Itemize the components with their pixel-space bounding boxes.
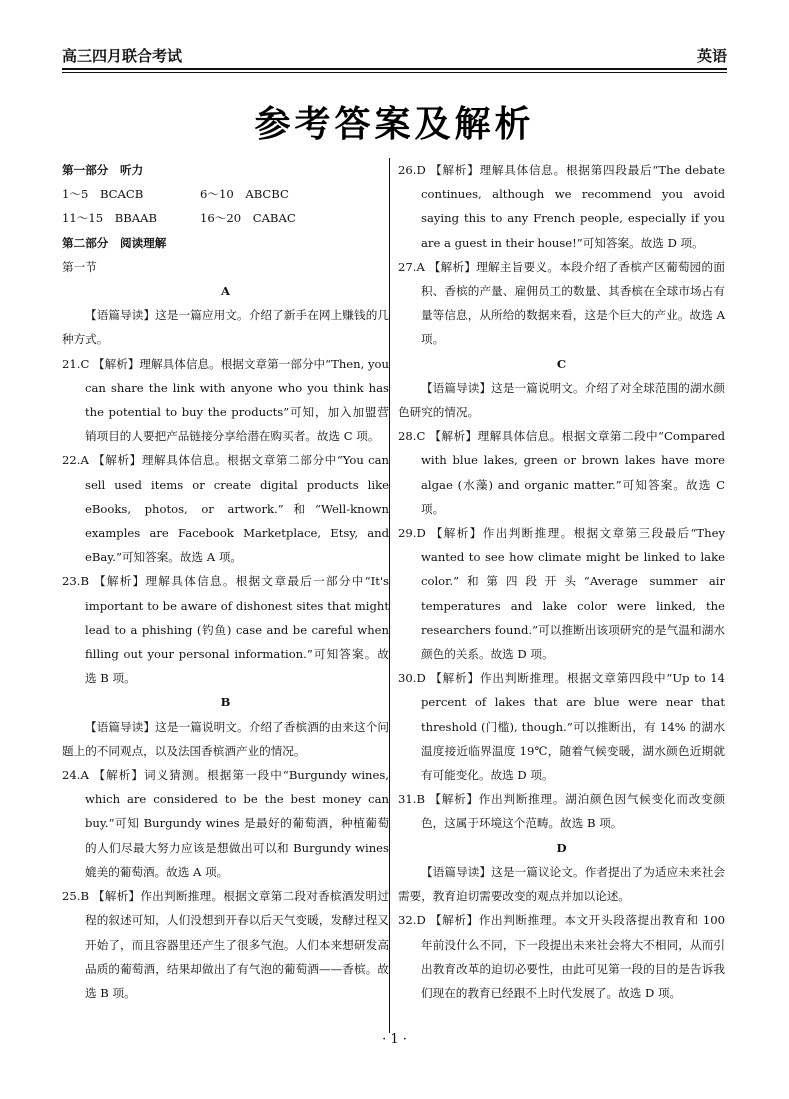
answer-key-row	[62, 182, 389, 206]
answer-explanation: 26.D 【解析】理解具体信息。根据第四段最后“The debate continues, although we recommend you avoid saying this to any French people, especially if you are a guest in their house!”可知答案。故选 D 项。	[398, 163, 725, 250]
answer-range: 11～15 BBAAB	[62, 211, 157, 226]
right-column	[398, 158, 725, 1005]
answer-explanation: 30.D 【解析】作出判断推理。根据文章第四段中“Up to 14 percent of lakes that are blue were near that threshold (门槛), though.”可以推断出，有 14% 的湖水温度接近临界温度 19℃，随着气候变暖，湖水颜色近期就有可能变化。故选 D 项。	[398, 671, 725, 783]
answer-explanation: 25.B 【解析】作出判断推理。根据文章第二段对香槟酒发明过程的叙述可知，人们没想到开春以后天气变暖，发酵过程又开始了，而且容器里还产生了很多气泡。人们本来想研发高品质的葡萄酒，结果却做出了有气泡的葡萄酒——香槟。故选 B 项。	[62, 889, 389, 1000]
answer-explanation: 27.A 【解析】理解主旨要义。本段介绍了香槟产区葡萄园的面积、香槟的产量、雇佣员工的数量、其香槟在全球市场占有量等信息，从所给的数据来看，这是个巨大的产业。故选 A 项。	[398, 259, 725, 347]
page-header	[62, 44, 727, 66]
answer-key-row	[62, 206, 389, 230]
page-title: 参考答案及解析	[254, 104, 535, 145]
passage-letter: A	[221, 284, 230, 299]
passage-intro: 【语篇导读】这是一篇说明文。介绍了对全球范围的湖水颜色研究的情况。	[398, 380, 725, 420]
left-column	[62, 158, 389, 1005]
answer-explanation: 23.B 【解析】理解具体信息。根据文章最后一部分中“It's important to be aware of dishonest sites that might lead to a phishing (钓鱼) case and be careful when filling out your personal information.”可知答案。故选 B 项。	[62, 574, 389, 686]
answer-range: 16～20 CABAC	[200, 211, 296, 226]
page-number: · 1 ·	[382, 1032, 407, 1047]
exam-name: 高三四月联合考试	[62, 47, 183, 65]
answer-explanation: 24.A 【解析】词义猜测。根据第一段中“Burgundy wines, which are considered to be the best money can buy.”可知 Burgundy wines 是最好的葡萄酒，种植葡萄的人们尽最大努力应该是想做出可以和 Burgundy wines 媲美的葡萄酒。故选 A 项。	[62, 768, 389, 879]
passage-intro: 【语篇导读】这是一篇议论文。作者提出了为适应未来社会需要，教育迫切需要改变的观点并加以论述。	[398, 864, 725, 904]
header-rule-thin	[62, 72, 727, 73]
passage-intro: 【语篇导读】这是一篇应用文。介绍了新手在网上赚钱的几种方式。	[62, 308, 389, 347]
answer-explanation: 21.C 【解析】理解具体信息。根据文章第一部分中“Then, you can share the link with anyone who you think has the potential to buy the products”可知，加入加盟营销项目的人要把产品链接分享给潜在购买者。故选 C 项。	[62, 356, 389, 444]
header-rule-thick	[62, 68, 727, 70]
passage-letter: B	[220, 695, 231, 710]
section-heading: 第一部分 听力	[62, 163, 144, 177]
answer-explanation: 32.D 【解析】作出判断推理。本文开头段落提出教育和 100 年前没什么不同，下一段提出未来社会将大不相同，从而引出教育改革的迫切必要性，由此可见第一段的目的是告诉我们现在的教育已经跟不上时代发展了。故选 D 项。	[398, 913, 725, 1000]
answer-explanation: 22.A 【解析】理解具体信息。根据文章第二部分中“You can sell used items or create digital products like eBooks, photos, or artwork.”和“Well-known examples are Facebook Marketplace, Etsy, and eBay.”可知答案。故选 A 项。	[62, 453, 389, 565]
answer-explanation: 31.B 【解析】作出判断推理。湖泊颜色因气候变化而改变颜色，这属于环境这个范畴。故选 B 项。	[398, 792, 725, 831]
answer-range: 6～10 ABCBC	[200, 187, 289, 202]
subject-name: 英语	[696, 47, 727, 65]
subsection-heading: 第一节	[62, 259, 97, 274]
answer-range: 1～5 BCACB	[62, 187, 144, 202]
column-divider	[389, 158, 390, 1033]
section-heading: 第二部分 阅读理解	[62, 235, 167, 250]
passage-letter: D	[556, 840, 567, 855]
passage-intro: 【语篇导读】这是一篇说明文。介绍了香槟酒的由来这个问题上的不同观点，以及法国香槟酒产业的情况。	[62, 719, 389, 758]
answer-explanation: 28.C 【解析】理解具体信息。根据文章第二段中“Compared with blue lakes, green or brown lakes have more algae (水藻) and organic matter.”可知答案。故选 C 项。	[398, 429, 725, 516]
passage-letter: C	[556, 356, 567, 371]
answer-explanation: 29.D 【解析】作出判断推理。根据文章第三段最后“They wanted to see how climate might be linked to lake color.”和第四段开头“Average summer air temperatures and lake color were linked, the researchers found.”可以推断出该项研究的是气温和湖水颜色的关系。故选 D 项。	[398, 526, 725, 662]
